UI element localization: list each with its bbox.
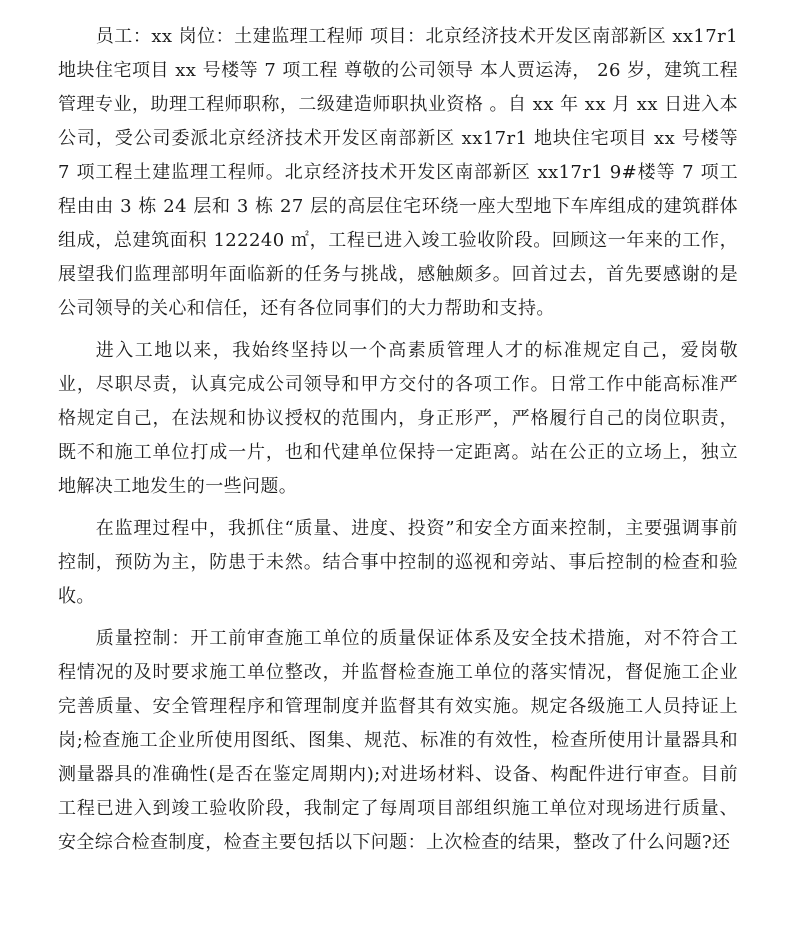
document-body [58, 20, 738, 868]
paragraph-work-attitude: 进入工地以来，我始终坚持以一个高素质管理人才的标准规定自己，爱岗敬业，尽职尽责，认真完成公司领导和甲方交付的各项工作。日常工作中能高标准严格规定自己，在法规和协议授权的范围内，身正形严，严格履行自己的岗位职责，既不和施工单位打成一片，也和代建单位保持一定距离。站在公正的立场上，独立地解决工地发生的一些问题。 [58, 340, 738, 497]
paragraph-introduction: 员工：xx 岗位：土建监理工程师 项目：北京经济技术开发区南部新区 xx17r1 地块住宅项目 xx 号楼等 7 项工程 尊敬的公司领导 本人贾运涛， 26 岁，建筑工程管理专业，助理工程师职称，二级建造师职执业资格 。自 xx 年 xx 月 xx 日进入本公司，受公司委派北京经济技术开发区南部新区 xx17r1 地块住宅项目 xx 号楼等 7 项工程土建监理工程师。北京经济技术开发区南部新区 xx17r1 9#楼等 7 项工程由由 3 栋 24 层和 3 栋 27 层的高层住宅环绕一座大型地下车库组成的建筑群体组成，总建筑面积 122240 ㎡，工程已进入竣工验收阶段。回顾这一年来的工作，展望我们监理部明年面临新的任务与挑战，感触颇多。回首过去，首先要感谢的是公司领导的关心和信任，还有各位同事们的大力帮助和支持。 [58, 26, 738, 319]
paragraph-supervision-control: 在监理过程中，我抓住“质量、进度、投资”和安全方面来控制，主要强调事前控制，预防为主，防患于未然。结合事中控制的巡视和旁站、事后控制的检查和验收。 [58, 518, 738, 607]
paragraph-quality-control: 质量控制：开工前审查施工单位的质量保证体系及安全技术措施，对不符合工程情况的及时要求施工单位整改，并监督检查施工单位的落实情况，督促施工企业完善质量、安全管理程序和管理制度并监督其有效实施。规定各级施工人员持证上岗;检查施工企业所使用图纸、图集、规范、标准的有效性，检查所使用计量器具和测量器具的准确性(是否在鉴定周期内);对进场材料、设备、构配件进行审查。目前工程已进入到竣工验收阶段，我制定了每周项目部组织施工单位对现场进行质量、安全综合检查制度，检查主要包括以下问题：上次检查的结果，整改了什么问题?还 [58, 628, 738, 853]
